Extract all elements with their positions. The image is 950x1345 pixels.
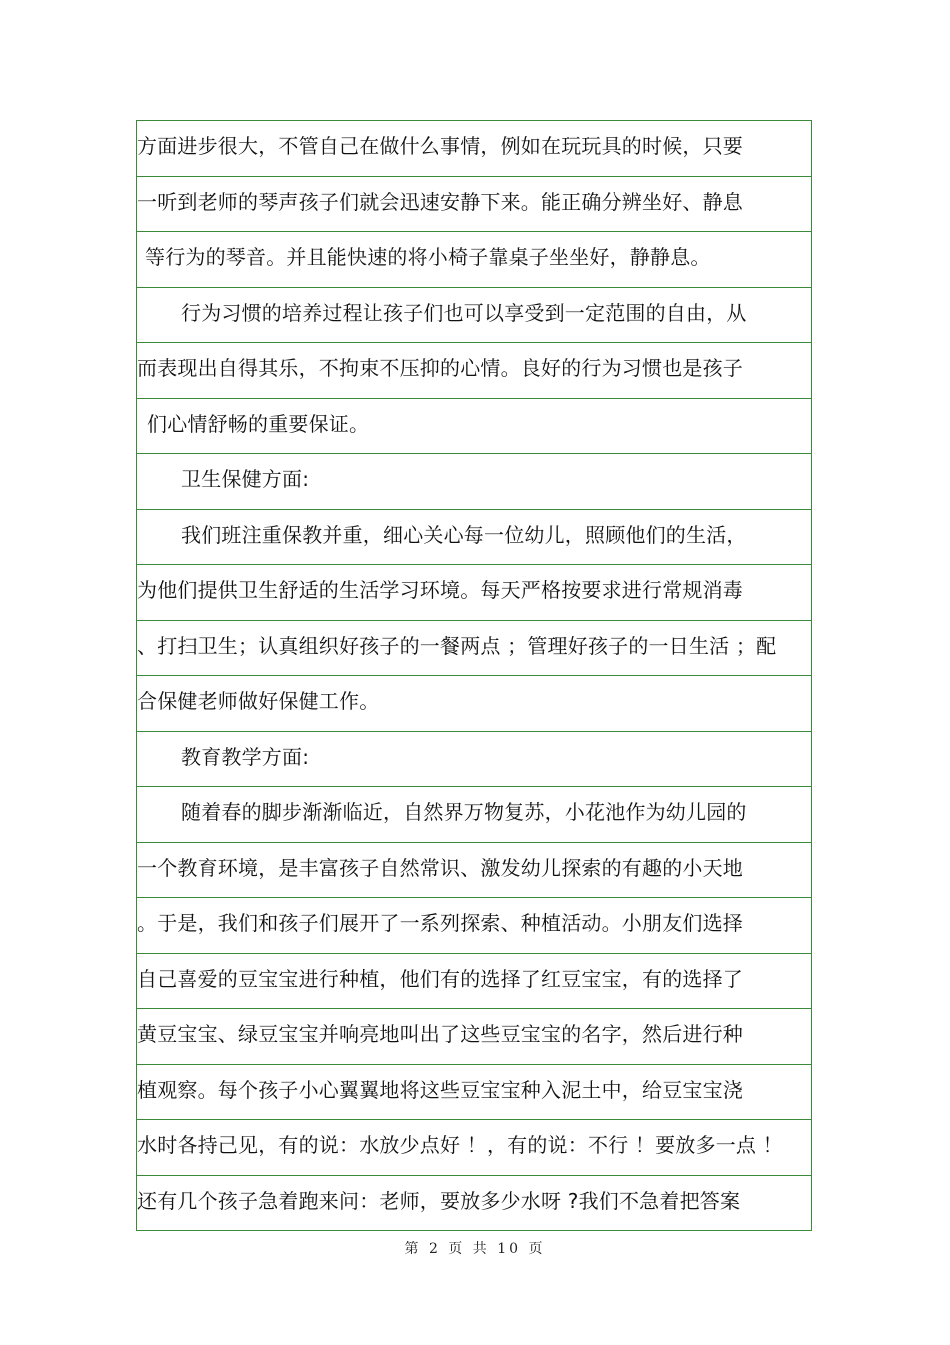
text-line-17: 黄豆宝宝、绿豆宝宝并响亮地叫出了这些豆宝宝的名字，然后进行种 [137,1009,811,1065]
text-line-9: 为他们提供卫生舒适的生活学习环境。每天严格按要求进行常规消毒 [137,565,811,621]
text-line-15: 。于是，我们和孩子们展开了一系列探索、种植活动。小朋友们选择 [137,898,811,954]
text-line-8: 我们班注重保教并重，细心关心每一位幼儿，照顾他们的生活， [137,510,811,566]
text-line-4: 行为习惯的培养过程让孩子们也可以享受到一定范围的自由，从 [137,288,811,344]
ruled-text-box [136,120,812,1231]
text-line-16: 自己喜爱的豆宝宝进行种植，他们有的选择了红豆宝宝，有的选择了 [137,954,811,1010]
text-line-10: 、打扫卫生；认真组织好孩子的一餐两点 ；管理好孩子的一日生活 ；配 [137,621,811,677]
text-line-5: 而表现出自得其乐，不拘束不压抑的心情。良好的行为习惯也是孩子 [137,343,811,399]
section-heading-health: 卫生保健方面: [137,454,811,510]
text-line-14: 一个教育环境，是丰富孩子自然常识、激发幼儿探索的有趣的小天地 [137,843,811,899]
page-number-footer: 第 2 页 共 10 页 [404,1241,546,1257]
text-line-2: 一听到老师的琴声孩子们就会迅速安静下来。能正确分辨坐好、静息 [137,177,811,233]
text-line-1: 方面进步很大，不管自己在做什么事情，例如在玩玩具的时候，只要 [137,121,811,177]
text-line-3: 等行为的琴音。并且能快速的将小椅子靠桌子坐坐好，静静息。 [137,232,811,288]
text-line-13: 随着春的脚步渐渐临近，自然界万物复苏，小花池作为幼儿园的 [137,787,811,843]
section-heading-education: 教育教学方面: [137,732,811,788]
text-line-11: 合保健老师做好保健工作。 [137,676,811,732]
text-line-6: 们心情舒畅的重要保证。 [137,399,811,455]
text-line-20: 还有几个孩子急着跑来问：老师，要放多少水呀 ?我们不急着把答案 [137,1188,741,1213]
text-line-18: 植观察。每个孩子小心翼翼地将这些豆宝宝种入泥土中，给豆宝宝浇 [137,1065,811,1121]
text-line-19: 水时各持己见，有的说：水放少点好 ！，有的说：不行 ！要放多一点 ！ [137,1120,811,1176]
